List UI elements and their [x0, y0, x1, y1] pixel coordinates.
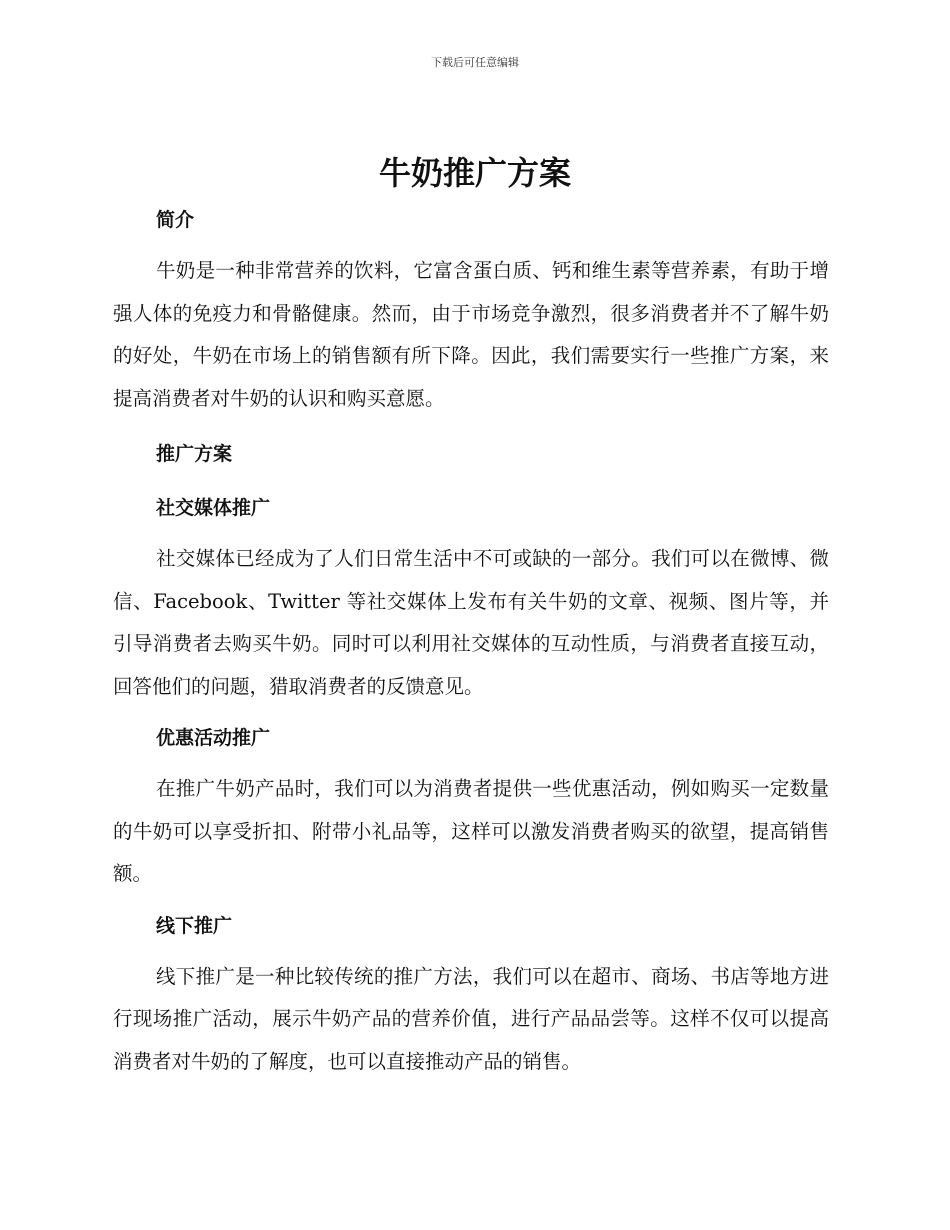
paragraph-intro: 牛奶是一种非常营养的饮料，它富含蛋白质、钙和维生素等营养素，有助于增强人体的免疫力和骨骼健康。然而，由于市场竞争激烈，很多消费者并不了解牛奶的好处，牛奶在市场上的销售额有所下降。因此，我们需要实行一些推广方案，来提高消费者对牛奶的认识和购买意愿。	[113, 259, 829, 410]
document-body	[113, 200, 829, 1083]
section-heading-plan: 推广方案	[156, 443, 233, 465]
paragraph-social-media: 社交媒体已经成为了人们日常生活中不可或缺的一部分。我们可以在微博、微信、Facebook、Twitter 等社交媒体上发布有关牛奶的文章、视频、图片等，并引导消费者去购买牛奶。同时可以利用社交媒体的互动性质，与消费者直接互动，回答他们的问题，猎取消费者的反馈意见。	[113, 547, 829, 698]
page-header-note: 下载后可任意编辑	[431, 56, 519, 69]
document-title: 牛奶推广方案	[378, 154, 571, 192]
paragraph-promotions: 在推广牛奶产品时，我们可以为消费者提供一些优惠活动，例如购买一定数量的牛奶可以享受折扣、附带小礼品等，这样可以激发消费者购买的欲望，提高销售额。	[113, 777, 829, 885]
section-heading-offline: 线下推广	[156, 914, 233, 937]
section-heading-social-media: 社交媒体推广	[156, 497, 271, 519]
section-heading-promotions: 优惠活动推广	[156, 727, 271, 749]
section-heading-intro: 简介	[156, 209, 195, 231]
paragraph-offline: 线下推广是一种比较传统的推广方法，我们可以在超市、商场、书店等地方进行现场推广活动，展示牛奶产品的营养价值，进行产品品尝等。这样不仅可以提高消费者对牛奶的了解度，也可以直接推动产品的销售。	[113, 964, 829, 1073]
